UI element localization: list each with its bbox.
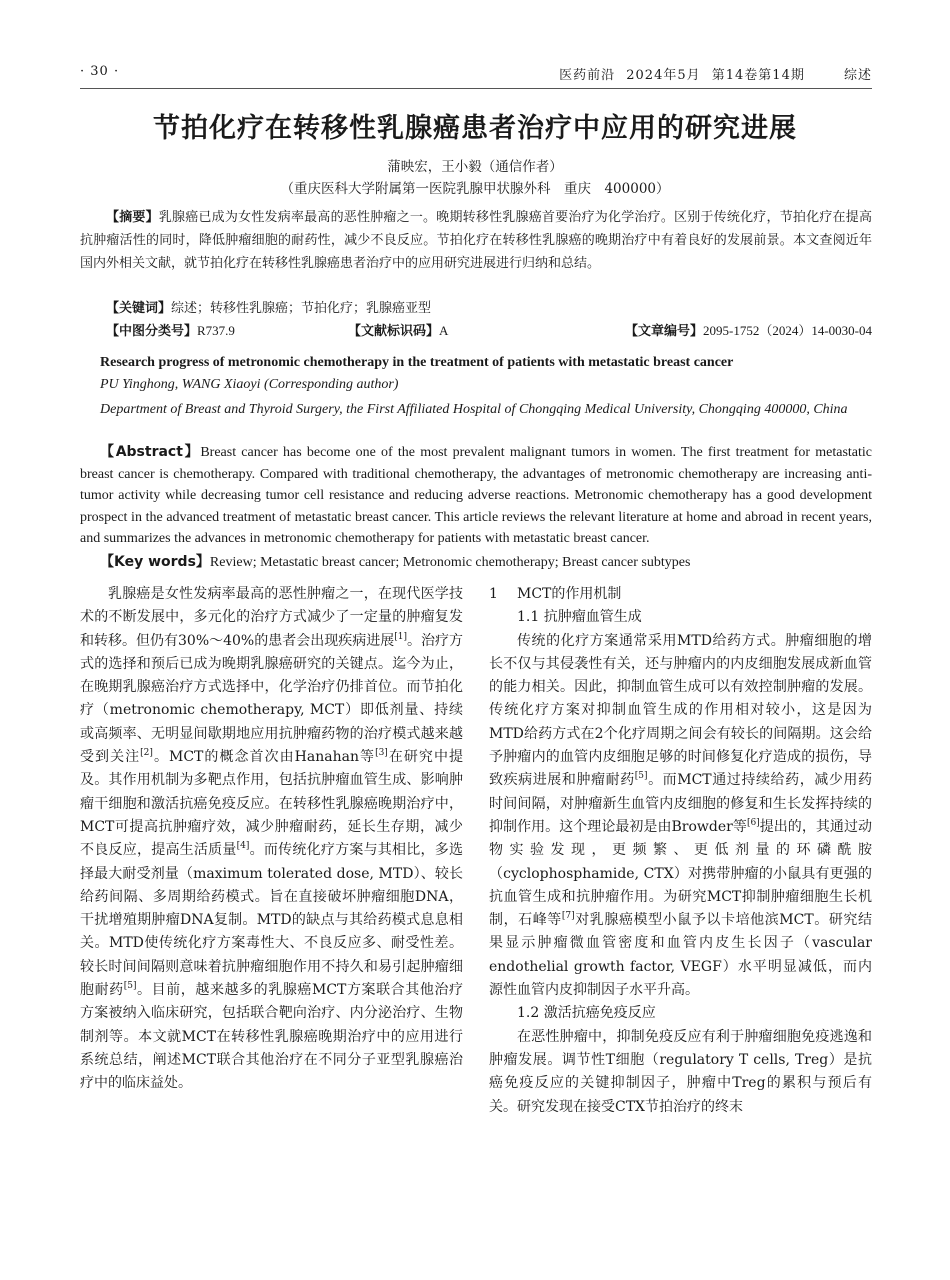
doc-value: A [439,323,449,338]
english-abstract [80,442,872,550]
citation: [5] [123,981,137,992]
section-number: 1 [489,586,498,602]
text-run: 。而传统化疗方案与其相比，多选择最大耐受剂量（maximum tolerated dose, MTD）、较长给药间隔、多周期给药模式。旨在直接破坏肿瘤细胞DNA，干扰增殖期肿瘤DNA复制。MTD的缺点与其给药模式息息相关。MTD使传统化疗方案毒性大、不良反应多、耐受性差。较长时间间隔则意味着抗肿瘤细胞作用不持久和易引起肿瘤细胞耐药 [80,842,464,999]
text-run: 乳腺癌是女性发病率最高的恶性肿瘤之一，在现代医学技术的不断发展中，多元化的治疗方式减少了一定量的肿瘤复发和转移。但仍有30%～40%的患者会出现疾病进展 [80,586,463,649]
text-run: 对乳腺癌模型小鼠予以卡培他滨MCT。研究结果显示肿瘤微血管密度和血管内皮生长因子（vascular endothelial growth factor, VEGF）水平明显减低，而内源性血管内皮抑制因子水平升高。 [489,912,872,999]
clc-number [106,320,235,339]
clc-value: R737.9 [197,323,235,338]
text-run: 传统的化疗方案通常采用MTD给药方式。肿瘤细胞的增长不仅与其侵袭性有关，还与肿瘤内的内皮细胞发展成新血管的能力相关。因此，抑制血管生成可以有效控制肿瘤的发展。传统化疗方案对抑制血管生成的作用相对较小，这是因为MTD给药方式在2个化疗周期之间会有较长的间隔期。这会给予肿瘤内的血管内皮细胞足够的时间修复化疗造成的损伤，导致疾病进展和肿瘤耐药 [489,632,872,789]
section-heading [489,583,872,606]
doc-label: 【文献标识码】 [348,324,440,339]
paragraph: 在恶性肿瘤中，抑制免疫反应有利于肿瘤细胞免疫逃逸和肿瘤发展。调节性T细胞（regulatory T cells, Treg）是抗癌免疫反应的关键抑制因子，肿瘤中Treg的累积与预后有关。研究发现在接受CTX节拍治疗的终末 [489,1028,872,1115]
abstract-cn-label: 【摘要】 [106,210,159,225]
subsection-heading: 1.1 抗肿瘤血管生成 [517,609,642,626]
issue-date: 2024年5月 [626,68,701,83]
article-label: 【文章编号】 [624,324,703,339]
citation: [1] [394,631,407,642]
article-value: 2095-1752（2024）14-0030-04 [703,323,872,338]
text-run: 。MCT的概念首次由Hanahan等 [152,749,376,766]
running-header [80,62,872,84]
body-left-column [80,583,463,1096]
volume: 第14卷第14期 [711,68,805,83]
english-title: Research progress of metronomic chemotherapy in the treatment of patients with metastatic breast cancer [100,355,734,370]
english-keywords [100,551,690,571]
english-abstract-label: 【Abstract】 [100,444,201,460]
section-label: 综述 [843,68,872,83]
citation: [7] [561,911,575,922]
journal-name: 医药前沿 [559,68,616,83]
page-number: · 30 · [80,64,120,79]
article-title: 节拍化疗在转移性乳腺癌患者治疗中应用的研究进展 [153,113,797,144]
abstract-cn-text: 乳腺癌已成为女性发病率最高的恶性肿瘤之一。晚期转移性乳腺癌首要治疗为化学治疗。区别于传统化疗，节拍化疗在提高抗肿瘤活性的同时，降低肿瘤细胞的耐药性，减少不良反应。节拍化疗在转移性乳腺癌的晚期治疗中有着良好的发展前景。本文查阅近年国内外相关文献，就节拍化疗在转移性乳腺癌患者治疗中的应用研究进展进行归纳和总结。 [80,210,872,271]
subsection-heading: 1.2 激活抗癌免疫反应 [517,1005,656,1022]
document-code [348,320,448,339]
body-right-column [489,583,872,1119]
clc-label: 【中图分类号】 [106,324,198,339]
english-authors: PU Yinghong, WANG Xiaoyi (Corresponding author) [100,377,399,392]
citation: [2] [140,748,153,759]
english-abstract-text: Breast cancer has become one of the most prevalent malignant tumors in women. The first treatment for metastatic breast cancer is chemotherapy. Compared with traditional chemotherapy, the advantages of metronomic chemotherapy are increasing anti-tumor activity while decreasing tumor cell resistance and reducing adverse reactions. Metronomic chemotherapy has a good development prospect in the advanced treatment of metastatic breast cancer. This article reviews the relevant literature at home and abroad in recent years, and summarizes the advances in metronomic chemotherapy for patients with metastatic breast cancer. [80,445,872,547]
keywords-cn-label: 【关键词】 [106,301,172,316]
article-number [625,320,872,339]
citation: [6] [746,817,760,828]
journal-info [559,64,872,83]
keywords-cn-text: 综述；转移性乳腺癌；节拍化疗；乳腺癌亚型 [171,301,432,316]
text-run: 。目前，越来越多的乳腺癌MCT方案联合其他治疗方案被纳入临床研究，包括联合靶向治疗、内分泌治疗、生物制剂等。本文就MCT在转移性乳腺癌晚期治疗中的应用进行系统总结，阐述MCT联合其他治疗在不同分子亚型乳腺癌治疗中的临床益处。 [80,982,463,1092]
citation: [5] [634,771,648,782]
citation: [4] [236,841,250,852]
section-title: MCT的作用机制 [517,586,622,602]
text-run: 。治疗方式的选择和预后已成为晚期乳腺癌研究的关键点。迄今为止，在晚期乳腺癌治疗方式选择中，化学治疗仍排首位。而节拍化疗（metronomic chemotherapy, MCT）即低剂量、持续或高频率、无明显间歇期地应用抗肿瘤药物的治疗模式越来越受到关注 [80,632,464,766]
text-run: 。而MCT通过持续给药，减少用药时间间隔，对肿瘤新生血管内皮细胞的修复和生长发挥持续的抑制作用。这个理论最初是由Browder等 [489,772,872,835]
intro-paragraph [80,583,463,1096]
paragraph [489,630,872,1003]
english-keywords-text: Review; Metastatic breast cancer; Metronomic chemotherapy; Breast cancer subtypes [209,555,691,570]
classification-row [106,320,872,340]
text-run: 在研究中提及。其作用机制为多靶点作用，包括抗肿瘤血管生成、影响肿瘤干细胞和激活抗癌免疫反应。在转移性乳腺癌晚期治疗中，MCT可提高抗肿瘤疗效，减少肿瘤耐药，延长生存期，减少不良反应，提高生活质量 [80,749,464,859]
abstract-cn [80,206,872,275]
authors: 蒲映宏，王小毅（通信作者） [387,159,563,175]
citation: [3] [375,748,388,759]
affiliation: （重庆医科大学附属第一医院乳腺甲状腺外科 重庆 400000） [280,181,670,197]
english-affiliation: Department of Breast and Thyroid Surgery, the First Affiliated Hospital of Chongqing Medical University, Chongqing 400000, China [100,402,848,417]
english-keywords-label: 【Key words】 [100,554,210,570]
keywords-cn [106,297,431,316]
header-rule [80,88,872,89]
text-run: 提出的，其通过动物实验发现，更频繁、更低剂量的环磷酰胺（cyclophosphamide, CTX）对携带肿瘤的小鼠具有更强的抗血管生成和抗肿瘤作用。为研究MCT抑制肿瘤细胞生长机制，石峰等 [489,818,873,929]
